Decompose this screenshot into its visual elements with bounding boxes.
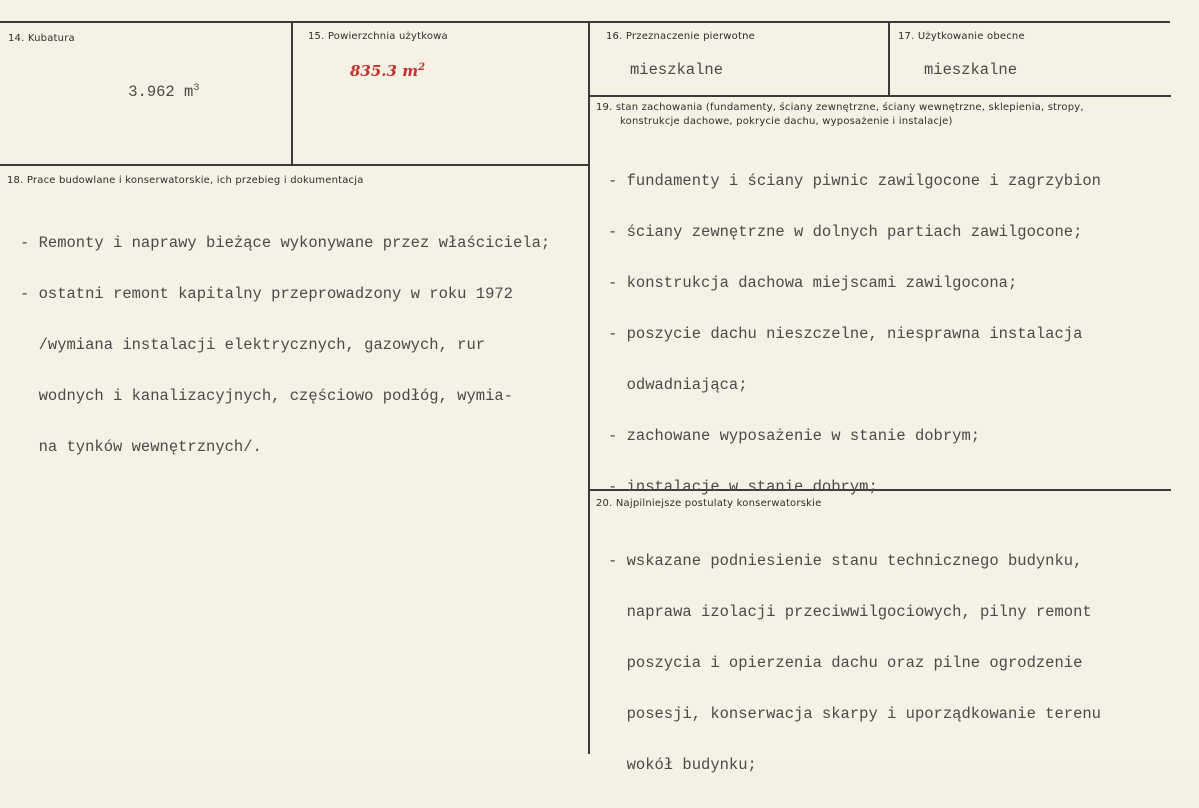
field-17-label: 17. Użytkowanie obecne — [898, 31, 1025, 42]
field-20-line: posesji, konserwacja skarpy i uporządkowanie terenu — [608, 705, 1101, 723]
field-20-content — [608, 519, 1101, 808]
field-20-line: - wskazane podniesienie stanu technicznego budynku, — [608, 552, 1083, 570]
field-19-label-line1: 19. stan zachowania (fundamenty, ściany zewnętrzne, ściany wewnętrzne, sklepienia, stropy, — [596, 102, 1084, 113]
field-18-line: /wymiana instalacji elektrycznych, gazowych, rur — [20, 336, 486, 354]
divider-center — [588, 22, 590, 754]
field-15-value — [350, 62, 425, 80]
field-18-line: na tynków wewnętrznych/. — [20, 438, 262, 456]
field-15-label: 15. Powierzchnia użytkowa — [308, 31, 448, 42]
field-20-line: wokół budynku; — [608, 756, 757, 774]
field-18-line: - Remonty i naprawy bieżące wykonywane przez właściciela; — [20, 234, 551, 252]
field-19-line: - poszycie dachu nieszczelne, niesprawna instalacja — [608, 325, 1083, 343]
field-18-content — [20, 201, 550, 490]
field-19-line: - zachowane wyposażenie w stanie dobrym; — [608, 427, 981, 445]
field-14-label: 14. Kubatura — [8, 33, 75, 44]
field-15-unit-sup: 2 — [418, 62, 426, 73]
field-14-number: 3.962 m — [128, 83, 194, 101]
top-rule — [0, 21, 1170, 23]
field-18-line: - ostatni remont kapitalny przeprowadzony w roku 1972 — [20, 285, 513, 303]
rule-under-14-15 — [0, 164, 589, 166]
field-20-label: 20. Najpilniejsze postulaty konserwatorskie — [596, 498, 822, 509]
field-15-number: 835.3 m — [350, 62, 419, 80]
divider-16-17 — [888, 22, 890, 95]
divider-14-15 — [291, 22, 293, 165]
field-17-value: mieszkalne — [924, 61, 1018, 79]
field-19-line: - ściany zewnętrzne w dolnych partiach zawilgocone; — [608, 223, 1083, 241]
field-19-label-line2: konstrukcje dachowe, pokrycie dachu, wyposażenie i instalacje) — [620, 116, 953, 127]
field-16-label: 16. Przeznaczenie pierwotne — [606, 31, 756, 42]
field-19-line: - fundamenty i ściany piwnic zawilgocone i zagrzybion — [608, 172, 1101, 190]
field-19-line: - konstrukcja dachowa miejscami zawilgocona; — [608, 274, 1018, 292]
field-18-line: wodnych i kanalizacyjnych, częściowo podłóg, wymia- — [20, 387, 513, 405]
field-19-line: odwadniająca; — [608, 376, 748, 394]
field-20-line: naprawa izolacji przeciwwilgociowych, pilny remont — [608, 603, 1092, 621]
rule-under-16-17 — [589, 95, 1171, 97]
field-18-label: 18. Prace budowlane i konserwatorskie, ich przebieg i dokumentacja — [7, 175, 364, 186]
field-14-unit-sup: 3 — [193, 82, 200, 94]
field-20-line: poszycia i opierzenia dachu oraz pilne ogrodzenie — [608, 654, 1083, 672]
field-19-line: - instalacje w stanie dobrym; — [608, 478, 878, 496]
field-16-value: mieszkalne — [630, 61, 724, 79]
field-14-value — [91, 67, 199, 118]
field-19-content — [608, 139, 1101, 530]
